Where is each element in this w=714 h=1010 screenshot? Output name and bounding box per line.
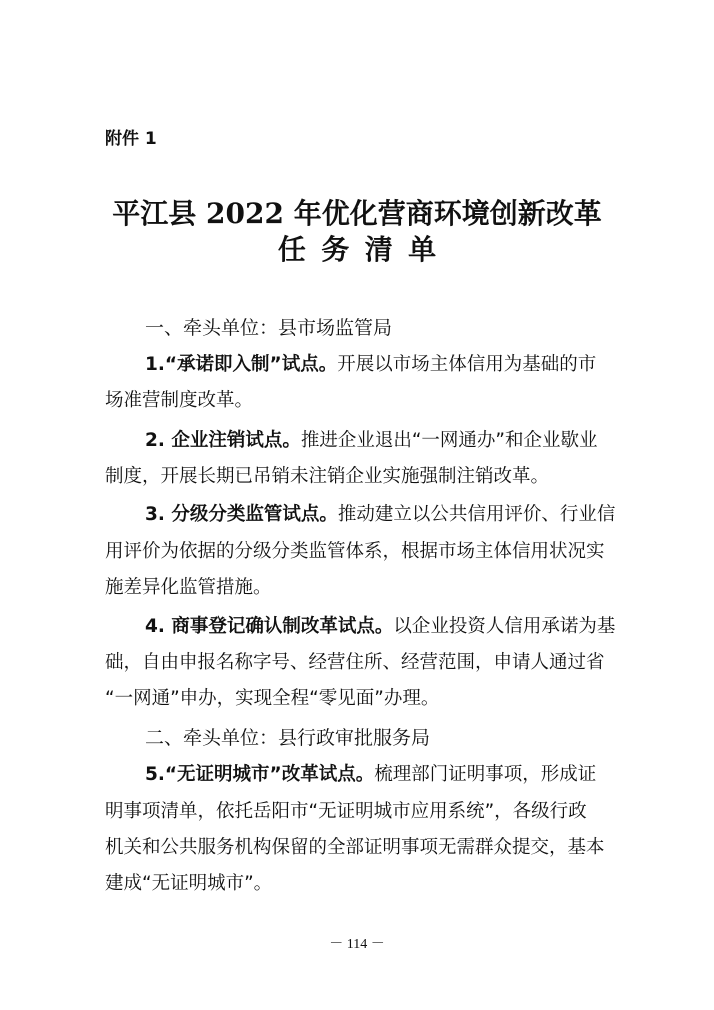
page-number: － 114 － [329, 937, 385, 952]
item-3-first-line [145, 500, 615, 526]
item-5-line-3: 机关和公共服务机构保留的全部证明事项无需群众提交，基本 [105, 837, 605, 858]
item-1-text: 开展以市场主体信用为基础的市 [337, 354, 597, 375]
item-4-line-3: “一网通”申办，实现全程“零见面”办理。 [105, 688, 440, 709]
attachment-label: 附件 1 [105, 129, 157, 149]
section-heading-2: 二、牵头单位：县行政审批服务局 [145, 727, 431, 749]
item-3-text: 推动建立以公共信用评价、行业信 [337, 504, 616, 525]
item-3-title: 3. 分级分类监管试点。 [145, 504, 338, 525]
item-4-text: 以企业投资人信用承诺为基 [393, 616, 616, 637]
document-title-line-1: 平江县 2022 年优化营商环境创新改革 [112, 197, 602, 230]
item-5-line-2: 明事项清单，依托岳阳市“无证明城市应用系统”，各级行政 [105, 801, 587, 822]
item-5-first-line [145, 760, 596, 786]
item-4-first-line [145, 612, 615, 638]
item-2-text: 推进企业退出“一网通办”和企业歇业 [300, 430, 598, 451]
item-5-text: 梳理部门证明事项，形成证 [374, 764, 597, 785]
item-3-line-2: 用评价为依据的分级分类监管体系，根据市场主体信用状况实 [105, 541, 605, 562]
item-3-line-3: 施差异化监管措施。 [105, 577, 272, 598]
item-5-title: 5.“无证明城市”改革试点。 [145, 764, 375, 785]
item-1-line-2: 场准营制度改革。 [105, 390, 254, 411]
item-2-line-2: 制度，开展长期已吊销未注销企业实施强制注销改革。 [105, 466, 550, 487]
item-4-line-2: 础，自由申报名称字号、经营住所、经营范围，申请人通过省 [105, 652, 605, 673]
item-5-line-4: 建成“无证明城市”。 [105, 873, 273, 894]
item-1-first-line [145, 350, 596, 376]
item-2-title: 2. 企业注销试点。 [145, 430, 301, 451]
item-4-title: 4. 商事登记确认制改革试点。 [145, 616, 394, 637]
item-1-title: 1.“承诺即入制”试点。 [145, 354, 338, 375]
document-title-line-2: 任务清单 [277, 233, 452, 266]
section-heading-1: 一、牵头单位：县市场监管局 [145, 317, 393, 339]
item-2-first-line [145, 426, 598, 452]
